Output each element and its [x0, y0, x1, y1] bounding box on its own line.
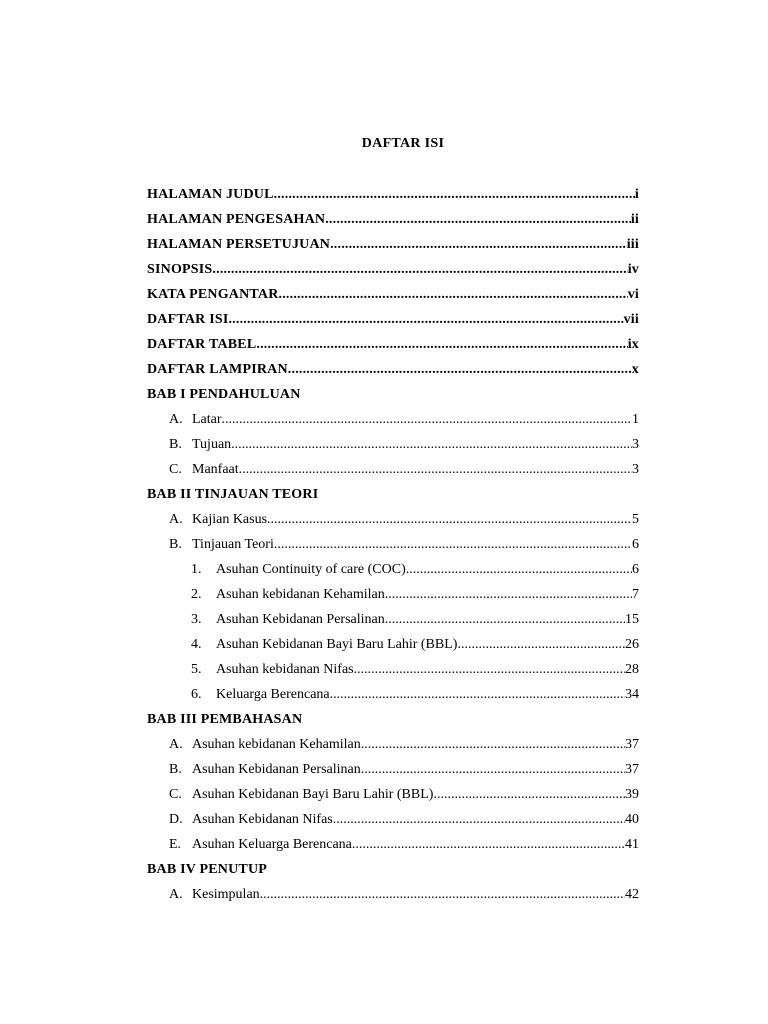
toc-label: Keluarga Berencana [216, 687, 330, 702]
dot-leader [333, 807, 625, 832]
dot-leader [385, 607, 625, 632]
toc-entry-halaman-judul [147, 182, 639, 207]
list-marker: B. [169, 437, 182, 452]
toc-page-number: 37 [625, 762, 639, 777]
toc-page-number: 7 [632, 587, 639, 602]
toc-entry-kesimpulan [147, 882, 639, 907]
toc-label: KATA PENGANTAR [147, 287, 279, 302]
list-marker: A. [169, 737, 183, 752]
chapter-title: BAB IV PENUTUP [147, 862, 268, 877]
toc-page-number: 41 [625, 837, 639, 852]
dot-leader [288, 357, 632, 382]
toc-label: HALAMAN PENGESAHAN [147, 212, 326, 227]
toc-entry-kata-pengantar [147, 282, 639, 307]
dot-leader [361, 732, 625, 757]
dot-leader [274, 532, 632, 557]
toc-page-number: 42 [625, 887, 639, 902]
toc-entry-pembahasan-bbl [147, 782, 639, 807]
toc-page-number: 37 [625, 737, 639, 752]
toc-entry-halaman-persetujuan [147, 232, 639, 257]
toc-entry-manfaat [147, 457, 639, 482]
chapter-title: BAB III PEMBAHASAN [147, 712, 303, 727]
list-marker: 2. [191, 587, 202, 602]
toc-subentry-kb [147, 682, 639, 707]
chapter-title: BAB II TINJAUAN TEORI [147, 487, 319, 502]
toc-page-number: 6 [632, 537, 639, 552]
toc-page-number: 15 [625, 612, 639, 627]
toc-page-number: vi [627, 287, 639, 302]
list-marker: A. [169, 512, 183, 527]
toc-label: Asuhan Kebidanan Bayi Baru Lahir (BBL) [192, 787, 434, 802]
toc-subentry-nifas [147, 657, 639, 682]
toc-entry-pembahasan-kehamilan [147, 732, 639, 757]
toc-label: DAFTAR ISI [147, 312, 229, 327]
list-marker: C. [169, 787, 182, 802]
toc-subentry-bbl [147, 632, 639, 657]
dot-leader [352, 832, 625, 857]
dot-leader [433, 782, 625, 807]
toc-label: Asuhan kebidanan Kehamilan [192, 737, 361, 752]
toc-entry-daftar-isi [147, 307, 639, 332]
list-marker: 1. [191, 562, 202, 577]
toc-label: Kesimpulan [192, 887, 260, 902]
toc-label: Asuhan Kebidanan Persalinan [192, 762, 361, 777]
toc-page-number: 26 [625, 637, 639, 652]
list-marker: E. [169, 837, 182, 852]
toc-label: HALAMAN PERSETUJUAN [147, 237, 331, 252]
toc-entry-daftar-lampiran [147, 357, 639, 382]
list-marker: 3. [191, 612, 202, 627]
toc-entry-latar [147, 407, 639, 432]
dot-leader [279, 282, 628, 307]
dot-leader [406, 557, 632, 582]
toc-label: Asuhan Kebidanan Bayi Baru Lahir (BBL) [216, 637, 458, 652]
toc-label: Kajian Kasus [192, 512, 268, 527]
chapter-heading-bab-4 [147, 857, 639, 882]
list-marker: D. [169, 812, 183, 827]
toc-entry-pembahasan-persalinan [147, 757, 639, 782]
list-marker: 5. [191, 662, 202, 677]
toc-page-number: 6 [632, 562, 639, 577]
toc-subentry-kehamilan [147, 582, 639, 607]
dot-leader [274, 182, 635, 207]
toc-entry-kajian-kasus [147, 507, 639, 532]
toc-label: DAFTAR LAMPIRAN [147, 362, 288, 377]
toc-entry-halaman-pengesahan [147, 207, 639, 232]
toc-page-number: 5 [632, 512, 639, 527]
toc-subentry-coc [147, 557, 639, 582]
toc-label: Asuhan Keluarga Berencana [192, 837, 352, 852]
toc-page-number: 3 [632, 462, 639, 477]
toc-page-number: x [631, 362, 639, 377]
dot-leader [231, 432, 632, 457]
toc-page-number: ii [630, 212, 639, 227]
toc-page-number: ix [627, 337, 639, 352]
dot-leader [354, 657, 625, 682]
chapter-title: BAB I PENDAHULUAN [147, 387, 301, 402]
list-marker: C. [169, 462, 182, 477]
dot-leader [330, 682, 625, 707]
chapter-heading-bab-2 [147, 482, 639, 507]
dot-leader [385, 582, 632, 607]
toc-page-number: 28 [625, 662, 639, 677]
toc-entry-daftar-tabel [147, 332, 639, 357]
toc-entry-pembahasan-nifas [147, 807, 639, 832]
list-marker: 4. [191, 637, 202, 652]
toc-label: Asuhan Kebidanan Nifas [192, 812, 333, 827]
toc-label: Asuhan kebidanan Kehamilan [216, 587, 385, 602]
toc-page-number: 34 [625, 687, 639, 702]
list-marker: A. [169, 887, 183, 902]
toc-label: Tinjauan Teori [192, 537, 274, 552]
dot-leader [330, 232, 627, 257]
toc-label: HALAMAN JUDUL [147, 187, 274, 202]
list-marker: B. [169, 762, 182, 777]
toc-subentry-persalinan [147, 607, 639, 632]
table-of-contents [147, 182, 639, 907]
toc-label: Asuhan kebidanan Nifas [216, 662, 354, 677]
toc-page-number: 40 [625, 812, 639, 827]
toc-label: Asuhan Kebidanan Persalinan [216, 612, 385, 627]
toc-page-number: i [634, 187, 639, 202]
dot-leader [267, 507, 632, 532]
toc-page-number: vii [623, 312, 639, 327]
toc-page-number: 3 [632, 437, 639, 452]
chapter-heading-bab-1 [147, 382, 639, 407]
toc-entry-tujuan [147, 432, 639, 457]
toc-page-number: iv [627, 262, 639, 277]
toc-entry-sinopsis [147, 257, 639, 282]
toc-page-number: iii [626, 237, 639, 252]
dot-leader [212, 257, 627, 282]
toc-entry-tinjauan-teori [147, 532, 639, 557]
toc-label: Manfaat [192, 462, 239, 477]
toc-page-number: 1 [632, 412, 639, 427]
dot-leader [457, 632, 625, 657]
dot-leader [260, 882, 625, 907]
dot-leader [256, 332, 627, 357]
dot-leader [325, 207, 631, 232]
list-marker: 6. [191, 687, 202, 702]
dot-leader [228, 307, 623, 332]
toc-entry-pembahasan-kb [147, 832, 639, 857]
dot-leader [222, 407, 632, 432]
dot-leader [361, 757, 625, 782]
toc-label: DAFTAR TABEL [147, 337, 257, 352]
toc-label: SINOPSIS [147, 262, 213, 277]
dot-leader [239, 457, 632, 482]
chapter-heading-bab-3 [147, 707, 639, 732]
toc-page-number: 39 [625, 787, 639, 802]
toc-label: Tujuan [192, 437, 232, 452]
list-marker: A. [169, 412, 183, 427]
toc-label: Asuhan Continuity of care (COC) [216, 562, 406, 577]
list-marker: B. [169, 537, 182, 552]
page-title: DAFTAR ISI [361, 136, 445, 151]
toc-label: Latar [192, 412, 222, 427]
